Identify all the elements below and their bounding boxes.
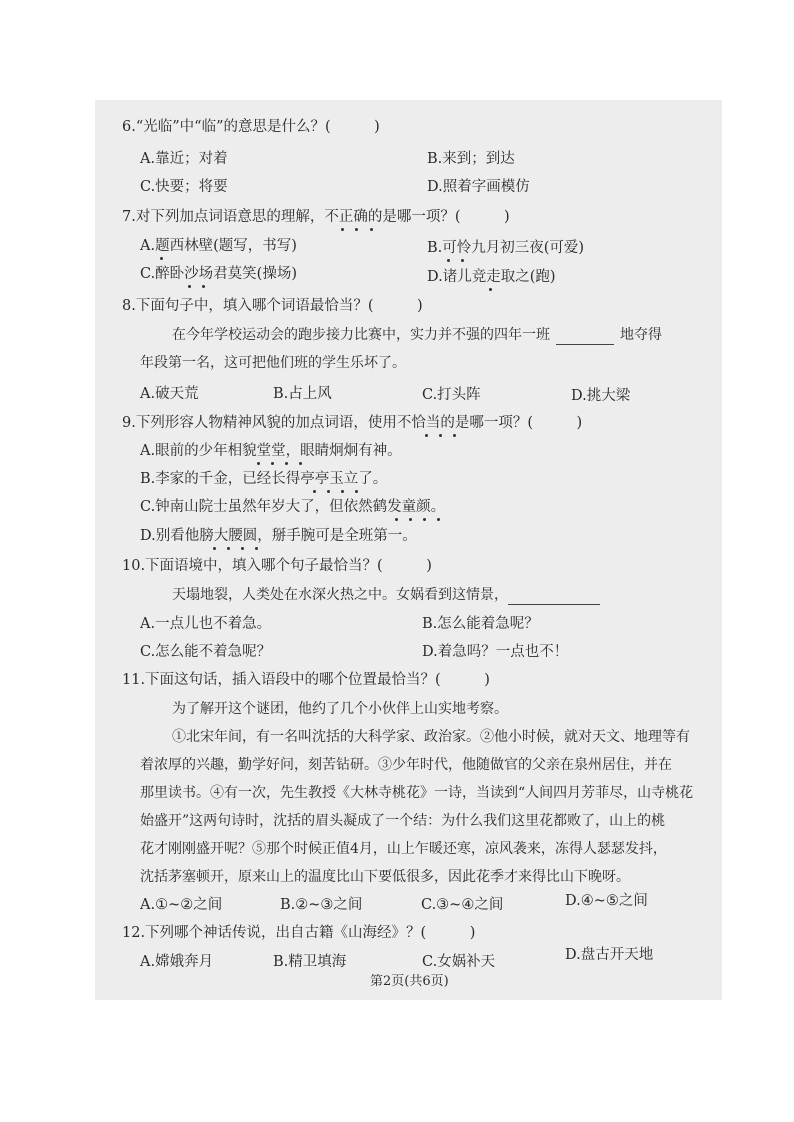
emphasis-dot: [453, 434, 456, 437]
q11-sentence: 为了解开这个谜团，他约了几个小伙伴上山实地考察。: [172, 701, 508, 717]
q10-stem: 10.下面语境中，填入哪个句子最恰当？( ): [122, 558, 432, 574]
emphasis-dot: [409, 518, 412, 521]
q7-option-a: A.题西林壁(题写，书写): [140, 238, 297, 254]
emphasis-dot: [395, 518, 398, 521]
emphasis-dot: [202, 285, 205, 288]
q10-option-a: A.一点儿也不着急。: [140, 616, 272, 632]
emphasis-dot: [425, 434, 428, 437]
q8-stem: 8.下面句子中，填入哪个词语最恰当？( ): [122, 298, 423, 314]
q8-sentence-line1: [172, 325, 662, 345]
emphasis-dot: [313, 490, 316, 493]
q9-option-b: B.李家的千金，已经长得亭亭玉立了。: [140, 471, 388, 487]
q7-stem: 7.对下列加点词语意思的理解，不正确的是哪一项？( ): [122, 209, 510, 225]
q11-passage-line6: 沈括茅塞顿开，原来山上的温度比山下要低很多，因此花季才来得比山下晚呀。: [140, 869, 630, 885]
q8-option-d: D.挑大梁: [571, 388, 631, 404]
q6-option-a: A.靠近；对着: [140, 151, 228, 167]
emphasis-dot: [355, 490, 358, 493]
q10-answer-blank: [508, 590, 600, 605]
emphasis-dot: [160, 257, 163, 260]
q12-option-b: B.精卫填海: [273, 954, 347, 970]
q10-option-b: B.怎么能着急呢？: [422, 616, 539, 632]
q11-passage-line3: 那里读书。④有一次，先生教授《大林寺桃花》一诗，当读到“人间四月芳菲尽，山寺桃花: [140, 785, 694, 801]
emphasis-dot: [341, 228, 344, 231]
q8-option-b: B.占上风: [273, 386, 332, 402]
q8-answer-blank: [556, 330, 614, 345]
q8-text: 在今年学校运动会的跑步接力比赛中，实力并不强的四年一班: [172, 327, 550, 343]
q10-text: 天塌地裂，人类处在水深火热之中。女娲看到这情景，: [172, 587, 508, 603]
q11-passage-line2: 着浓厚的兴趣，勤学好问，刻苦钻研。③少年时代，他随做官的父亲在泉州居住，并在: [140, 757, 672, 773]
q9-option-d: D.别看他膀大腰圆，掰手腕可是全班第一。: [140, 528, 417, 544]
emphasis-dot: [341, 490, 344, 493]
q11-passage-line5: 花才刚刚盛开呢？⑤那个时候正值4月，山上乍暖还寒，凉风袭来，冻得人瑟瑟发抖，: [140, 841, 667, 857]
q9-option-a: A.眼前的少年相貌堂堂，眼睛炯炯有神。: [140, 443, 402, 459]
q6-option-d: D.照着字画模仿: [427, 179, 530, 195]
q6-option-c: C.快要；将要: [140, 179, 228, 195]
q11-option-b: B.②~③之间: [280, 897, 363, 913]
q9-stem: 9.下列形容人物精神风貌的加点词语，使用不恰当的是哪一项？( ): [122, 415, 583, 431]
q12-option-c: C.女娲补天: [422, 954, 496, 970]
q10-context: [172, 585, 600, 605]
emphasis-dot: [439, 434, 442, 437]
emphasis-dot: [188, 285, 191, 288]
q10-option-d: D.着急吗？一点也不！: [422, 644, 569, 660]
emphasis-dot: [227, 547, 230, 550]
q8-option-a: A.破天荒: [140, 386, 199, 402]
q12-stem: 12.下列哪个神话传说，出自古籍《山海经》？( ): [122, 925, 476, 941]
emphasis-dot: [437, 518, 440, 521]
emphasis-dot: [241, 547, 244, 550]
q7-option-d: D.诸儿竞走取之(跑): [427, 269, 556, 285]
q7-option-c: C.醉卧沙场君莫笑(操场): [140, 266, 297, 282]
emphasis-dot: [370, 228, 373, 231]
q11-option-a: A.①~②之间: [140, 897, 223, 913]
q12-option-d: D.盘古开天地: [565, 947, 654, 963]
emphasis-dot: [257, 462, 260, 465]
emphasis-dot: [355, 228, 358, 231]
q11-option-c: C.③~④之间: [421, 897, 504, 913]
q12-option-a: A.嫦娥奔月: [140, 954, 214, 970]
emphasis-dot: [327, 490, 330, 493]
emphasis-dot: [447, 259, 450, 262]
q7-option-b: B.可怜九月初三夜(可爱): [427, 240, 585, 256]
emphasis-dot: [299, 462, 302, 465]
q8-option-c: C.打头阵: [422, 387, 481, 403]
emphasis-dot: [461, 259, 464, 262]
emphasis-dot: [489, 288, 492, 291]
q9-option-c: C.钟南山院士虽然年岁大了，但依然鹤发童颜。: [140, 499, 446, 515]
q8-text-end: 地夺得: [620, 327, 662, 343]
emphasis-dot: [423, 518, 426, 521]
q6-option-b: B.来到；到达: [427, 151, 515, 167]
emphasis-dot: [285, 462, 288, 465]
emphasis-dot: [255, 547, 258, 550]
q11-passage-line4: 始盛开”这两句诗时，沈括的眉头凝成了一个结：为什么我们这里花都败了，山上的桃: [140, 813, 666, 829]
emphasis-dot: [271, 462, 274, 465]
q11-option-d: D.④~⑤之间: [565, 893, 648, 909]
q11-passage-line1: ①北宋年间，有一名叫沈括的大科学家、政治家。②他小时候，就对天文、地理等有: [172, 729, 690, 745]
emphasis-dot: [213, 547, 216, 550]
q6-stem: 6.“光临”中“临”的意思是什么？( ): [122, 119, 380, 135]
q11-stem: 11.下面这句话，插入语段中的哪个位置最恰当？( ): [122, 672, 490, 688]
q10-option-c: C.怎么能不着急呢？: [140, 644, 272, 660]
page-number: 第2页(共6页): [370, 974, 449, 989]
q8-sentence-line2: 年段第一名，这可把他们班的学生乐坏了。: [140, 355, 406, 371]
exam-page: [95, 100, 722, 1000]
